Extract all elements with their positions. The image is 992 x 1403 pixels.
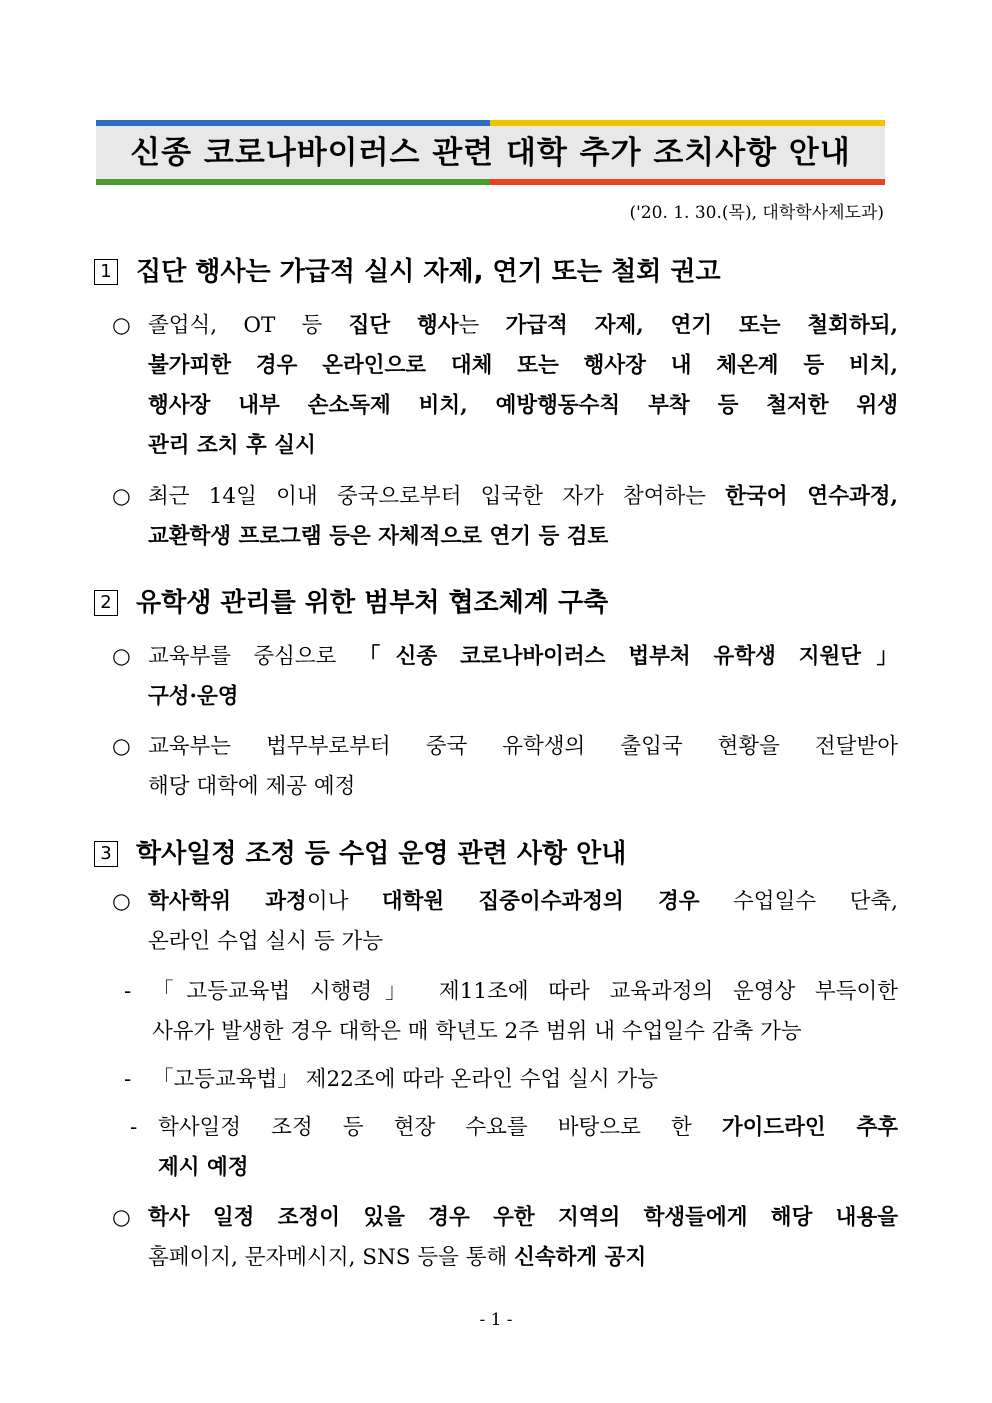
paragraph-line: 교육부는 법무부로부터 중국 유학생의 출입국 현황을 전달받아 xyxy=(148,734,898,759)
bullet-marker: ○ xyxy=(112,734,131,759)
title-bar-red xyxy=(490,179,885,185)
dash-marker: - xyxy=(130,1115,138,1140)
document-title: 신종 코로나바이러스 관련 대학 추가 조치사항 안내 xyxy=(130,135,851,171)
bullet-marker: ○ xyxy=(112,1205,131,1230)
section-1-heading xyxy=(94,255,721,289)
section-3-heading xyxy=(94,837,626,871)
paragraph-line: 학사일정 조정 등 현장 수요를 바탕으로 한 가이드라인 추후 xyxy=(158,1115,898,1140)
date-line: ('20. 1. 30.(목), 대학학사제도과) xyxy=(629,203,884,223)
title-bar-yellow xyxy=(490,120,885,126)
bullet-marker: ○ xyxy=(112,313,131,338)
title-bar-green xyxy=(96,179,490,185)
paragraph-line: 「고등교육법」 제22조에 따라 온라인 수업 실시 가능 xyxy=(152,1067,658,1092)
section-3-bullet-1 xyxy=(112,882,899,962)
section-3-dash-1 xyxy=(124,972,898,1052)
section-heading-text: 학사일정 조정 등 수업 운영 관련 사항 안내 xyxy=(136,839,627,869)
section-heading-text: 유학생 관리를 위한 범부처 협조체계 구축 xyxy=(136,588,609,618)
paragraph-line: 행사장 내부 손소독제 비치, 예방행동수칙 부착 등 철저한 위생 xyxy=(148,393,898,418)
section-1-bullet-2 xyxy=(112,477,898,557)
section-2-bullet-2 xyxy=(112,727,898,807)
paragraph-line: 학사학위 과정이나 대학원 집중이수과정의 경우 수업일수 단축, xyxy=(148,889,899,914)
page-number: - 1 - xyxy=(479,1310,513,1330)
paragraph-line: 온라인 수업 실시 등 가능 xyxy=(148,929,384,954)
section-number-box: 1 xyxy=(94,259,118,285)
paragraph-line: 관리 조치 후 실시 xyxy=(148,433,316,458)
dash-marker: - xyxy=(124,1067,132,1092)
paragraph-line: 최근 14일 이내 중국으로부터 입국한 자가 참여하는 한국어 연수과정, xyxy=(148,484,898,509)
section-number-box: 3 xyxy=(94,841,118,867)
section-3-dash-3 xyxy=(130,1108,898,1188)
section-3-dash-2 xyxy=(124,1060,898,1100)
section-3-bullet-2 xyxy=(112,1198,898,1278)
title-bar-blue xyxy=(96,120,490,126)
bullet-marker: ○ xyxy=(112,889,131,914)
paragraph-line: 제시 예정 xyxy=(158,1155,249,1180)
paragraph-line: 구성·운영 xyxy=(148,684,239,709)
dash-marker: - xyxy=(124,979,132,1004)
paragraph-line: 교육부를 중심으로 「신종 코로나바이러스 법부처 유학생 지원단」 xyxy=(148,644,898,669)
paragraph-line: 「고등교육법 시행령」 제11조에 따라 교육과정의 운영상 부득이한 xyxy=(152,979,898,1004)
paragraph-line: 교환학생 프로그램 등은 자체적으로 연기 등 검토 xyxy=(148,524,609,549)
paragraph-line: 해당 대학에 제공 예정 xyxy=(148,774,356,799)
paragraph-line: 불가피한 경우 온라인으로 대체 또는 행사장 내 체온계 등 비치, xyxy=(148,353,898,378)
bullet-marker: ○ xyxy=(112,484,131,509)
section-1-bullet-1 xyxy=(112,306,898,466)
section-2-heading xyxy=(94,586,608,620)
section-2-bullet-1 xyxy=(112,637,898,717)
paragraph-line: 졸업식, OT 등 집단 행사는 가급적 자제, 연기 또는 철회하되, xyxy=(148,313,898,338)
paragraph-line: 학사 일정 조정이 있을 경우 우한 지역의 학생들에게 해당 내용을 xyxy=(148,1205,898,1230)
section-number-box: 2 xyxy=(94,590,118,616)
paragraph-line: 사유가 발생한 경우 대학은 매 학년도 2주 범위 내 수업일수 감축 가능 xyxy=(152,1019,802,1044)
bullet-marker: ○ xyxy=(112,644,131,669)
paragraph-line: 홈페이지, 문자메시지, SNS 등을 통해 신속하게 공지 xyxy=(148,1245,647,1270)
section-heading-text: 집단 행사는 가급적 실시 자제, 연기 또는 철회 권고 xyxy=(136,257,721,287)
